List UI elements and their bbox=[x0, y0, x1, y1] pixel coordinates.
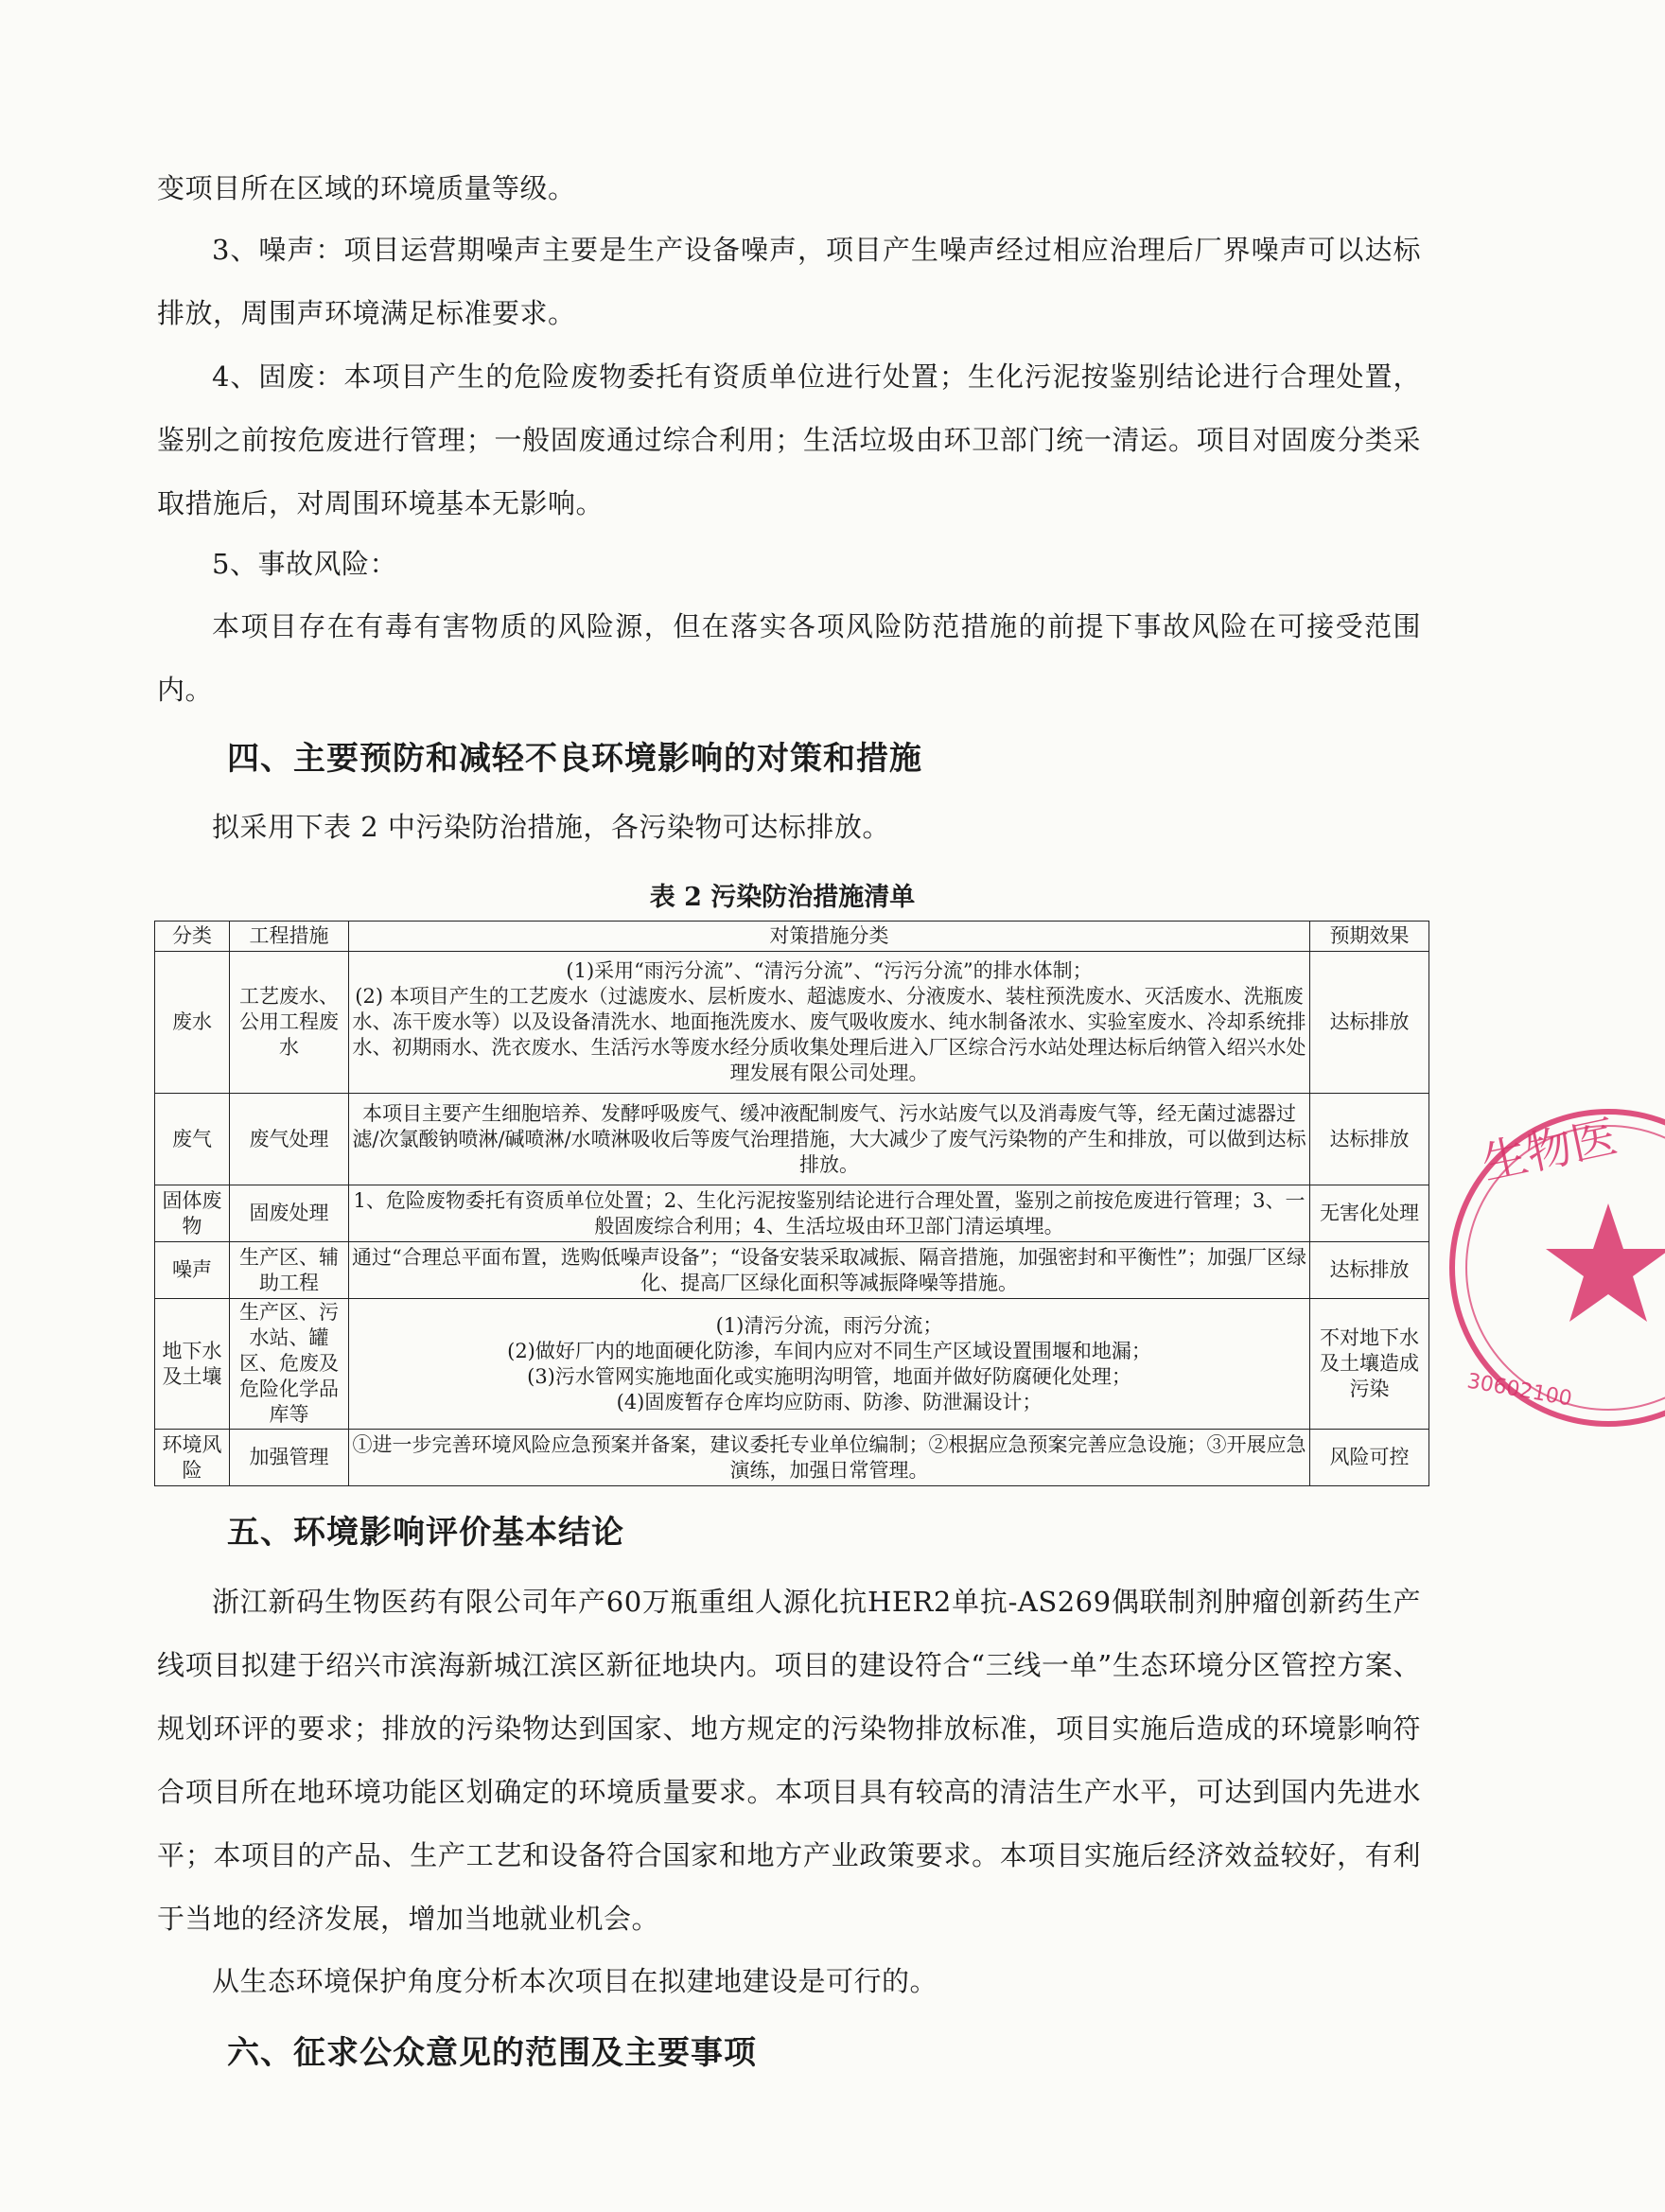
paragraph-accident-risk: 本项目存在有毒有害物质的风险源，但在落实各项风险防范措施的前提下事故风险在可接受范围内。 bbox=[157, 610, 1421, 706]
cell-effect: 达标排放 bbox=[1310, 1094, 1429, 1185]
header-detail: 对策措施分类 bbox=[349, 922, 1310, 952]
cell-category: 环境风险 bbox=[155, 1430, 230, 1486]
cell-category: 地下水及土壤 bbox=[155, 1299, 230, 1430]
paragraph-feasibility: 从生态环境保护角度分析本次项目在拟建地建设是可行的。 bbox=[212, 1965, 938, 1997]
table-row-groundwater-soil bbox=[155, 1299, 1429, 1430]
heading-section-4: 四、主要预防和减轻不良环境影响的对策和措施 bbox=[227, 740, 922, 778]
table-caption: 表 2 污染防治措施清单 bbox=[649, 883, 916, 912]
stamp-text-bottom: 30602100 bbox=[1464, 1369, 1574, 1412]
detail-line: (2) 本项目产生的工艺废水（过滤废水、层析废水、超滤废水、分液废水、装柱预洗废水、灭活废水、洗瓶废水、冻干废水等）以及设备清洗水、地面拖洗废水、废气吸收废水、纯水制备浓水、实验室废水、冷却系统排水、初期雨水、洗衣废水、生活污水等废水经分质收集处理后进入厂区综合污水站处理达标后纳管入绍兴水处理发展有限公司处理。 bbox=[352, 985, 1306, 1084]
paragraph-noise: 3、噪声：项目运营期噪声主要是生产设备噪声，项目产生噪声经过相应治理后厂界噪声可以达标排放，周围声环境满足标准要求。 bbox=[157, 234, 1421, 329]
cell-category: 固体废物 bbox=[155, 1185, 230, 1242]
cell-measure: 固废处理 bbox=[230, 1185, 349, 1242]
table-header-row bbox=[155, 922, 1429, 952]
pollution-control-table bbox=[154, 921, 1429, 1486]
header-measure: 工程措施 bbox=[230, 922, 349, 952]
cell-detail: ①进一步完善环境风险应急预案并备案，建议委托专业单位编制；②根据应急预案完善应急设施；③开展应急演练，加强日常管理。 bbox=[349, 1430, 1310, 1486]
table-row-wastewater bbox=[155, 952, 1429, 1094]
stamp-text-top: 生物医 bbox=[1477, 1110, 1622, 1191]
star-icon bbox=[1546, 1203, 1665, 1322]
cell-effect: 不对地下水及土壤造成污染 bbox=[1310, 1299, 1429, 1430]
detail-line: (3)污水管网实施地面化或实施明沟明管，地面并做好防腐硬化处理； bbox=[527, 1364, 1131, 1388]
cell-measure: 生产区、污水站、罐区、危废及危险化学品库等 bbox=[230, 1299, 349, 1430]
company-seal-stamp bbox=[1419, 1069, 1665, 1466]
cell-detail: 通过“合理总平面布置，选购低噪声设备”；“设备安装采取减振、隔音措施，加强密封和平衡性”；加强厂区绿化、提高厂区绿化面积等减振降噪等措施。 bbox=[349, 1242, 1310, 1299]
table-row-solid-waste bbox=[155, 1185, 1429, 1242]
table-row-noise bbox=[155, 1242, 1429, 1299]
paragraph-table-intro: 拟采用下表 2 中污染防治措施，各污染物可达标排放。 bbox=[212, 811, 890, 843]
cell-effect: 达标排放 bbox=[1310, 1242, 1429, 1299]
paragraph-solid-waste: 4、固废：本项目产生的危险废物委托有资质单位进行处置；生化污泥按鉴别结论进行合理处置，鉴别之前按危废进行管理；一般固废通过综合利用；生活垃圾由环卫部门统一清运。项目对固废分类采取措施后，对周围环境基本无影响。 bbox=[157, 360, 1421, 519]
paragraph-accident-risk-label: 5、事故风险： bbox=[212, 548, 397, 580]
heading-section-5: 五、环境影响评价基本结论 bbox=[227, 1514, 624, 1552]
detail-line: (1)清污分流，雨污分流； bbox=[715, 1313, 943, 1337]
cell-category: 废气 bbox=[155, 1094, 230, 1185]
paragraph-continuation: 变项目所在区域的环境质量等级。 bbox=[157, 172, 576, 204]
cell-effect: 达标排放 bbox=[1310, 952, 1429, 1094]
header-effect: 预期效果 bbox=[1310, 922, 1429, 952]
detail-line: (2)做好厂内的地面硬化防渗，车间内应对不同生产区域设置围堰和地漏； bbox=[507, 1339, 1151, 1362]
table-row-waste-gas bbox=[155, 1094, 1429, 1185]
cell-detail: 1、危险废物委托有资质单位处置；2、生化污泥按鉴别结论进行合理处置，鉴别之前按危废进行管理；3、一般固废综合利用；4、生活垃圾由环卫部门清运填埋。 bbox=[349, 1185, 1310, 1242]
cell-measure: 废气处理 bbox=[230, 1094, 349, 1185]
detail-line: (1)采用“雨污分流”、“清污分流”、“污污分流”的排水体制； bbox=[566, 959, 1093, 982]
cell-detail bbox=[349, 1299, 1310, 1430]
cell-measure: 工艺废水、公用工程废水 bbox=[230, 952, 349, 1094]
cell-effect: 无害化处理 bbox=[1310, 1185, 1429, 1242]
cell-category: 废水 bbox=[155, 952, 230, 1094]
cell-measure: 生产区、辅助工程 bbox=[230, 1242, 349, 1299]
cell-detail bbox=[349, 952, 1310, 1094]
cell-effect: 风险可控 bbox=[1310, 1430, 1429, 1486]
cell-detail: 本项目主要产生细胞培养、发酵呼吸废气、缓冲液配制废气、污水站废气以及消毒废气等，经无菌过滤器过滤/次氯酸钠喷淋/碱喷淋/水喷淋吸收后等废气治理措施，大大减少了废气污染物的产生和排放，可以做到达标排放。 bbox=[349, 1094, 1310, 1185]
paragraph-conclusion: 浙江新码生物医药有限公司年产60万瓶重组人源化抗HER2单抗-AS269偶联制剂肿瘤创新药生产线项目拟建于绍兴市滨海新城江滨区新征地块内。项目的建设符合“三线一单”生态环境分区管控方案、规划环评的要求；排放的污染物达到国家、地方规定的污染物排放标准，项目实施后造成的环境影响符合项目所在地环境功能区划确定的环境质量要求。本项目具有较高的清洁生产水平，可达到国内先进水平；本项目的产品、生产工艺和设备符合国家和地方产业政策要求。本项目实施后经济效益较好，有利于当地的经济发展，增加当地就业机会。 bbox=[157, 1586, 1421, 1935]
table-row-environmental-risk bbox=[155, 1430, 1429, 1486]
heading-section-6: 六、征求公众意见的范围及主要事项 bbox=[227, 2034, 757, 2072]
header-category: 分类 bbox=[155, 922, 230, 952]
cell-category: 噪声 bbox=[155, 1242, 230, 1299]
cell-measure: 加强管理 bbox=[230, 1430, 349, 1486]
detail-line: (4)固废暂存仓库均应防雨、防渗、防泄漏设计； bbox=[616, 1390, 1043, 1413]
